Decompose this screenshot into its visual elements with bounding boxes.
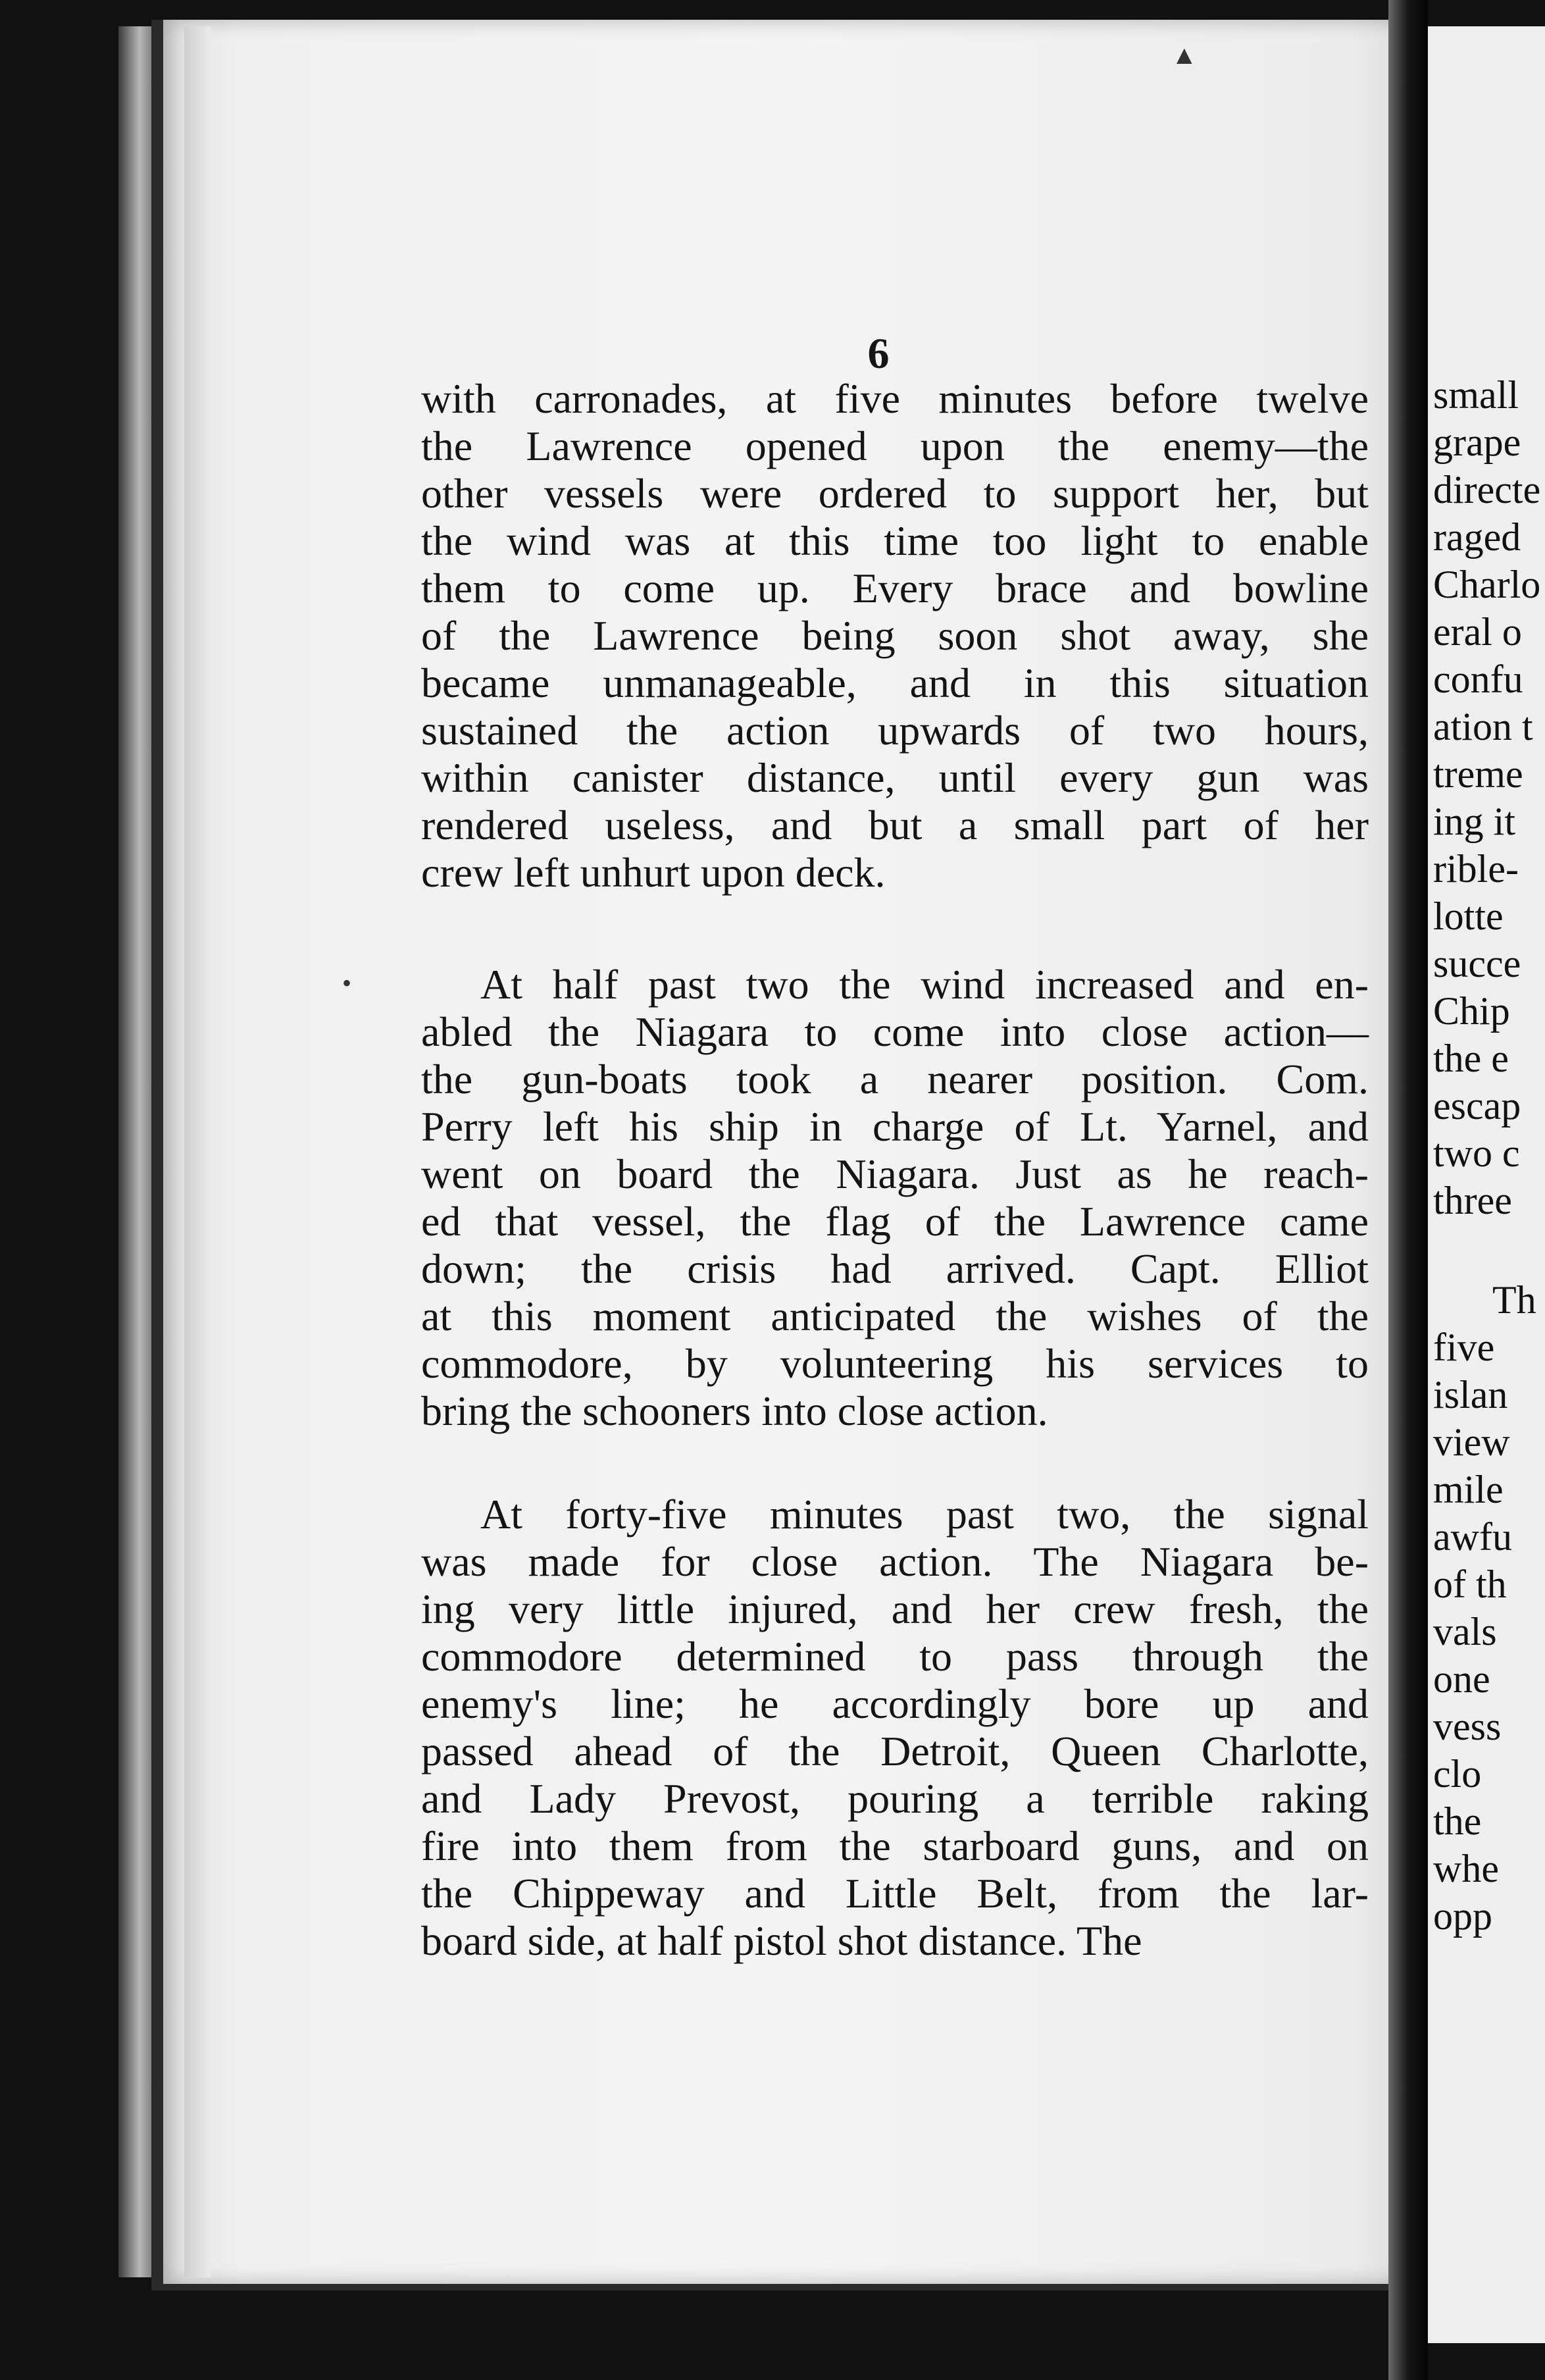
page-inner-edge [184, 26, 211, 2277]
text-line: fire into them from the starboard guns, and on [421, 1823, 1369, 1869]
text-line: went on board the Niagara. Just as he reach- [421, 1151, 1369, 1197]
text-line: abled the Niagara to come into close action— [421, 1008, 1369, 1055]
text-line: sustained the action upwards of two hours, [421, 707, 1369, 754]
text-line: other vessels were ordered to support her, but [421, 470, 1369, 517]
facing-line: grape [1433, 421, 1521, 464]
facing-line: lotte [1433, 894, 1504, 938]
text-line: the Chippeway and Little Belt, from the lar- [421, 1870, 1369, 1917]
text-line: enemy's line; he accordingly bore up and [421, 1680, 1369, 1727]
paragraph-1 [421, 375, 1369, 896]
text-line: commodore, by volunteering his services to [421, 1340, 1369, 1387]
text-line: them to come up. Every brace and bowline [421, 565, 1369, 611]
paragraph-2 [421, 961, 1369, 1435]
facing-line: raged [1433, 515, 1521, 559]
facing-line: rible- [1433, 847, 1519, 891]
facing-line: vess [1433, 1705, 1502, 1748]
text-line: passed ahead of the Detroit, Queen Charlotte, [421, 1728, 1369, 1774]
text-line: board side, at half pistol shot distance. The [421, 1917, 1142, 1964]
facing-line: succe [1433, 942, 1521, 985]
text-line: at this moment anticipated the wishes of the [421, 1293, 1369, 1339]
facing-line: whe [1433, 1847, 1499, 1890]
text-line: At forty-five minutes past two, the signal [480, 1491, 1369, 1538]
facing-line: clo [1433, 1752, 1482, 1796]
text-line: ing very little injured, and her crew fresh, the [421, 1586, 1369, 1632]
text-line: became unmanageable, and in this situation [421, 660, 1369, 706]
ink-speck: ▲ [1171, 40, 1198, 70]
text-line: down; the crisis had arrived. Capt. Elliot [421, 1245, 1369, 1292]
facing-line: confu [1433, 658, 1523, 701]
text-line: was made for close action. The Niagara be- [421, 1538, 1369, 1585]
text-line: Perry left his ship in charge of Lt. Yarnel, and [421, 1103, 1369, 1150]
facing-line: Charlo [1433, 563, 1541, 606]
facing-line: two c [1433, 1131, 1520, 1175]
facing-line: Th [1492, 1278, 1536, 1322]
facing-line: directe [1433, 468, 1541, 511]
facing-line: ing it [1433, 800, 1516, 843]
text-line: ed that vessel, the flag of the Lawrence came [421, 1198, 1369, 1245]
facing-line: small [1433, 373, 1519, 417]
facing-line: of th [1433, 1563, 1507, 1606]
facing-line: one [1433, 1657, 1490, 1701]
text-line: At half past two the wind increased and en- [480, 961, 1369, 1008]
facing-page [1428, 26, 1545, 2343]
facing-line: escap [1433, 1084, 1521, 1127]
facing-line: vals [1433, 1610, 1497, 1653]
facing-line: the e [1433, 1037, 1509, 1080]
facing-line: ation t [1433, 705, 1533, 748]
text-line: of the Lawrence being soon shot away, she [421, 612, 1369, 659]
facing-line: awfu [1433, 1515, 1512, 1559]
facing-line: view [1433, 1420, 1510, 1464]
page-number: 6 [867, 330, 890, 378]
text-line: with carronades, at five minutes before twelve [421, 375, 1369, 422]
facing-line: three [1433, 1179, 1512, 1222]
text-line: and Lady Prevost, pouring a terrible raking [421, 1775, 1369, 1822]
text-line: bring the schooners into close action. [421, 1387, 1048, 1434]
text-line: crew left unhurt upon deck. [421, 849, 886, 896]
text-line: the Lawrence opened upon the enemy—the [421, 423, 1369, 469]
paragraph-3 [421, 1491, 1369, 1965]
book-gutter [1388, 0, 1428, 2380]
facing-line: the [1433, 1799, 1482, 1843]
facing-line: mile [1433, 1468, 1504, 1511]
facing-line: opp [1433, 1894, 1492, 1938]
text-line: the wind was at this time too light to enable [421, 517, 1369, 564]
text-line: rendered useless, and but a small part of her [421, 802, 1369, 848]
facing-line: Chip [1433, 989, 1510, 1033]
ink-speck: • [342, 968, 352, 998]
facing-line: islan [1433, 1373, 1508, 1416]
text-line: the gun-boats took a nearer position. Com. [421, 1056, 1369, 1102]
facing-line: treme [1433, 752, 1523, 796]
facing-line: five [1433, 1326, 1495, 1369]
text-line: commodore determined to pass through the [421, 1633, 1369, 1680]
facing-line: eral o [1433, 610, 1522, 654]
text-line: within canister distance, until every gun was [421, 754, 1369, 801]
